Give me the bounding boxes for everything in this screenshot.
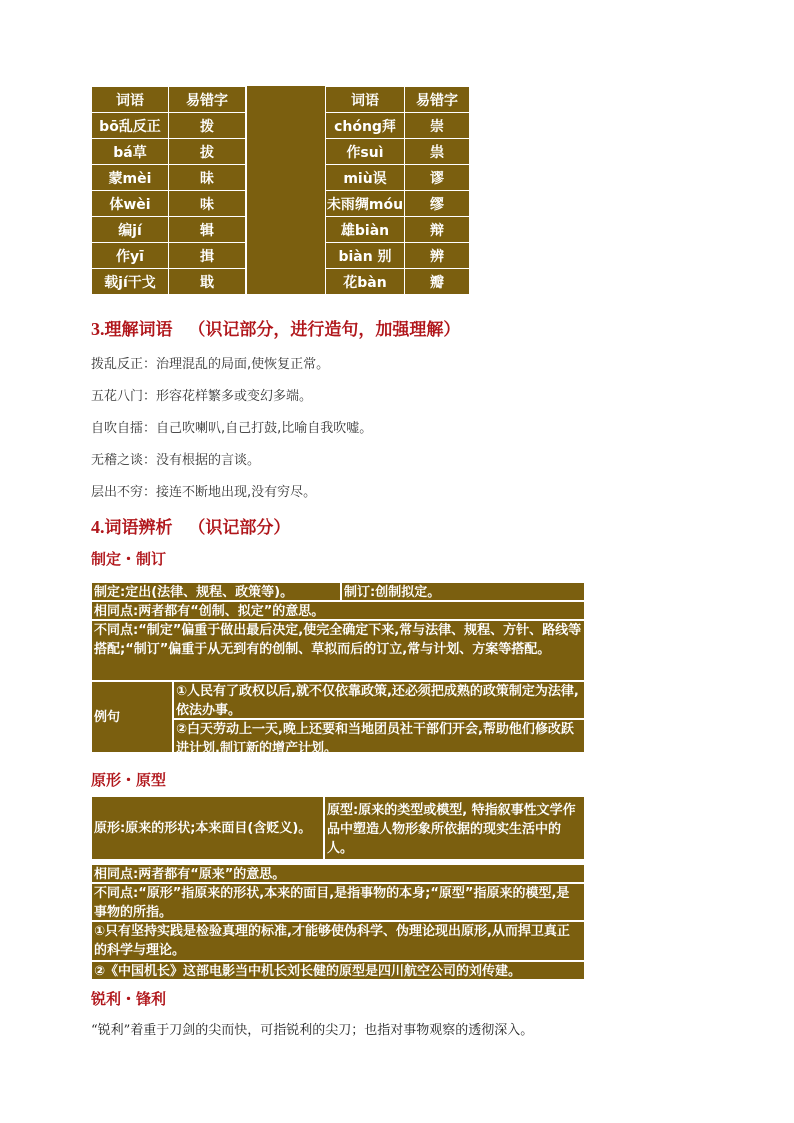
comparison-text: “锐利”着重于刀剑的尖而快，可指锐利的尖刀；也指对事物观察的透彻深入。: [91, 1023, 534, 1038]
section-note: （识记部分）: [188, 518, 291, 538]
table-cell: 作suì: [326, 139, 405, 165]
definition-cell: 制定:定出(法律、规程、政策等)。: [91, 582, 341, 601]
table-row: [92, 139, 246, 165]
table-row: [326, 165, 470, 191]
table-cell: 拨: [169, 113, 246, 139]
table-cell: 戢: [169, 269, 246, 295]
vocab-table-left: [91, 86, 246, 295]
table-cell: 崇: [405, 113, 470, 139]
table-cell: 作yī: [92, 243, 169, 269]
table-cell: 辑: [169, 217, 246, 243]
table-row: [326, 191, 470, 217]
table-cell: 昧: [169, 165, 246, 191]
table-row: [92, 269, 246, 295]
table-header-row: [326, 87, 470, 113]
definition-line: 五花八门：形容花样繁多或变幻多端。: [91, 389, 313, 404]
table-cell: 辨: [405, 243, 470, 269]
example-label: 例句: [91, 681, 173, 753]
table-row: [92, 165, 246, 191]
table-row: [326, 269, 470, 295]
table-cell: 揖: [169, 243, 246, 269]
table-cell: bá草: [92, 139, 169, 165]
column-header: 易错字: [405, 87, 470, 113]
table-row: [326, 113, 470, 139]
table-cell: 载jí干戈: [92, 269, 169, 295]
similarity-cell: 相同点:两者都有“创制、拟定”的意思。: [91, 601, 585, 620]
difference-cell: 不同点:“制定”偏重于做出最后决定,使完全确定下来,常与法律、规程、方针、路线等搭配;“制订”偏重于从无到有的创制、草拟而后的订立,常与计划、方案等搭配。: [91, 620, 585, 681]
table-cell: 编jí: [92, 217, 169, 243]
section-number: 3.: [91, 319, 105, 339]
vocab-table-right: [325, 86, 470, 295]
table-cell: biàn 别: [326, 243, 405, 269]
table-cell: 拔: [169, 139, 246, 165]
table-cell: chóng拜: [326, 113, 405, 139]
table-divider-block: [247, 86, 325, 294]
definition-line: 层出不穷：接连不断地出现,没有穷尽。: [91, 485, 317, 500]
table-row: [92, 243, 246, 269]
section-title: 理解词语: [104, 320, 173, 340]
table-cell: 蒙mèi: [92, 165, 169, 191]
difference-cell: 不同点:“原形”指原来的形状,本来的面目,是指事物的本身;“原型”指原来的模型,是事物的所指。: [91, 883, 585, 921]
definition-cell: 原型:原来的类型或模型, 特指叙事性文学作品中塑造人物形象所依据的现实生活中的人。: [324, 796, 585, 860]
section-note: （识记部分，进行造句，加强理解）: [188, 320, 461, 340]
column-header: 词语: [92, 87, 169, 113]
table-header-row: [92, 87, 246, 113]
definition-cell: 制订:创制拟定。: [341, 582, 585, 601]
table-row: [92, 191, 246, 217]
example-sentence: ①人民有了政权以后,就不仅依靠政策,还必须把成熟的政策制定为法律,依法办事。: [173, 681, 585, 719]
table-cell: 未雨绸móu: [326, 191, 405, 217]
table-row: [92, 217, 246, 243]
column-header: 词语: [326, 87, 405, 113]
definition-cell: 原形:原来的形状;本来面目(含贬义)。: [91, 796, 324, 860]
column-header: 易错字: [169, 87, 246, 113]
example-sentence: ①只有坚持实践是检验真理的标准,才能够使伪科学、伪理论现出原形,从而捍卫真正的科学与理论。: [91, 921, 585, 961]
table-cell: 谬: [405, 165, 470, 191]
table-cell: 瓣: [405, 269, 470, 295]
example-sentence: ②白天劳动上一天,晚上还要和当地团员社干部们开会,帮助他们修改跃进计划,制订新的增产计划。: [173, 719, 585, 753]
table-cell: bō乱反正: [92, 113, 169, 139]
table-row: [326, 217, 470, 243]
definition-line: 拨乱反正：治理混乱的局面,使恢复正常。: [91, 357, 330, 372]
table-cell: 雄biàn: [326, 217, 405, 243]
table-row: [92, 113, 246, 139]
comparison-title: 原形・原型: [91, 771, 167, 789]
section-number: 4.: [91, 517, 105, 537]
comparison-title: 制定・制订: [91, 550, 167, 568]
table-cell: 味: [169, 191, 246, 217]
table-row: [326, 139, 470, 165]
table-cell: 花bàn: [326, 269, 405, 295]
comparison-title: 锐利・锋利: [91, 990, 167, 1008]
table-cell: 辩: [405, 217, 470, 243]
example-sentence: ②《中国机长》这部电影当中机长刘长健的原型是四川航空公司的刘传建。: [91, 961, 585, 980]
definition-line: 自吹自擂：自己吹喇叭,自己打鼓,比喻自我吹嘘。: [91, 421, 373, 436]
section-heading: [91, 513, 290, 538]
definition-line: 无稽之谈：没有根据的言谈。: [91, 453, 261, 468]
table-cell: 祟: [405, 139, 470, 165]
table-row: [326, 243, 470, 269]
table-cell: miù误: [326, 165, 405, 191]
similarity-cell: 相同点:两者都有“原来”的意思。: [91, 864, 585, 883]
table-cell: 体wèi: [92, 191, 169, 217]
section-heading: [91, 315, 460, 340]
table-cell: 缪: [405, 191, 470, 217]
section-title: 词语辨析: [104, 518, 173, 538]
